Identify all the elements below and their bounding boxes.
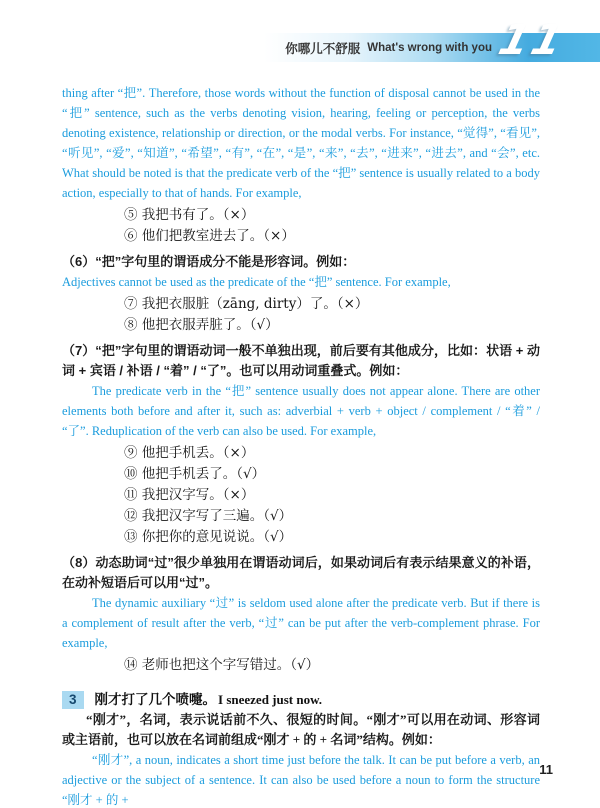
page-content [62,83,540,808]
example-sentence-9: ⑨ 他把手机丢。（×） [124,445,255,461]
rule-6-english: Adjectives cannot be used as the predicate of the “把” sentence. For example, [62,275,451,289]
point-3-heading [62,690,540,710]
unit-title-english: What's wrong with you [367,41,492,54]
rule-8-english: The dynamic auxiliary “过” is seldom used alone after the predicate verb. But if there is a complement of result after the verb, “过” can be put after the verb-complement phrase. For example, [62,596,540,650]
example-group-b [62,294,540,336]
example-sentence-5: ⑤ 我把书有了。（×） [124,207,255,223]
example-sentence-10: ⑩ 他把手机丢了。（√） [124,466,266,482]
example-group-d [62,655,540,676]
unit-number: 11 [493,15,571,64]
rule-6-chinese: （6）“把”字句里的谓语成分不能是形容词。例如： [62,254,356,269]
example-sentence-12: ⑫ 我把汉字写了三遍。（√） [124,508,293,524]
example-group-c [62,443,540,548]
point-3-title-english: I sneezed just now. [218,692,323,707]
rule-7-english: The predicate verb in the “把” sentence usually does not appear alone. There are other elements both before and after it, such as: adverbial + verb + object / complement / “着” / “了”. Reduplication of the verb can also be used. For example, [62,384,540,438]
page-number: 11 [539,762,553,777]
point-3-body-english: “刚才”, a noun, indicates a short time just before the talk. It can be put before a verb, an adjective or the subject of a sentence. It can also be used before a noun to form the structure “刚才 + 的 + [62,753,540,807]
point-3-title-chinese: 刚才打了几个喷嚏。 [94,692,217,707]
rule-8-chinese: （8）动态助词“过”很少单独用在谓语动词后，如果动词后有表示结果意义的补语，在动补短语后可以用“过”。 [62,555,540,590]
running-head [285,33,492,62]
point-3-body-chinese: “刚才”，名词，表示说话前不久、很短的时间。“刚才”可以用在动词、形容词或主语前，也可以放在名词前组成“刚才 + 的 + 名词”结构。例如： [62,712,540,747]
example-sentence-14: ⑭ 老师也把这个字写错过。（√） [124,657,320,673]
rule-7-chinese: （7）“把”字句里的谓语动词一般不单独出现，前后要有其他成分，比如：状语 + 动词 + 宾语 / 补语 / “着” / “了”。也可以用动词重叠式。例如： [62,343,540,378]
ba-sentence-note-english: thing after “把”. Therefore, those words without the function of disposal cannot be used in the “把” sentence, such as the verbs denoting vision, hearing, feeling or perception, the verbs denoting existence, relationship or direction, or the modal verbs. For instance, “觉得”, “看见”, “听见”, “爱”, “知道”, “希望”, “有”, “在”, “是”, “来”, “去”, “进来”, “进去”, and “会”, etc. What should be noted is that the predicate verb of the “把” sentence is usually related to a body action, especially to that of hands. For example, [62,86,540,200]
example-sentence-13: ⑬ 你把你的意见说说。（√） [124,529,293,545]
example-sentence-8: ⑧ 他把衣服弄脏了。（√） [124,317,279,333]
example-sentence-11: ⑪ 我把汉字写。（×） [124,487,255,503]
point-number-badge: 3 [62,691,84,709]
unit-title-chinese: 你哪儿不舒服 [285,41,361,56]
example-sentence-7: ⑦ 我把衣服脏（zāng, dirty）了。（×） [124,296,369,312]
example-group-a [62,205,540,247]
example-sentence-6: ⑥ 他们把教室进去了。（×） [124,228,295,244]
